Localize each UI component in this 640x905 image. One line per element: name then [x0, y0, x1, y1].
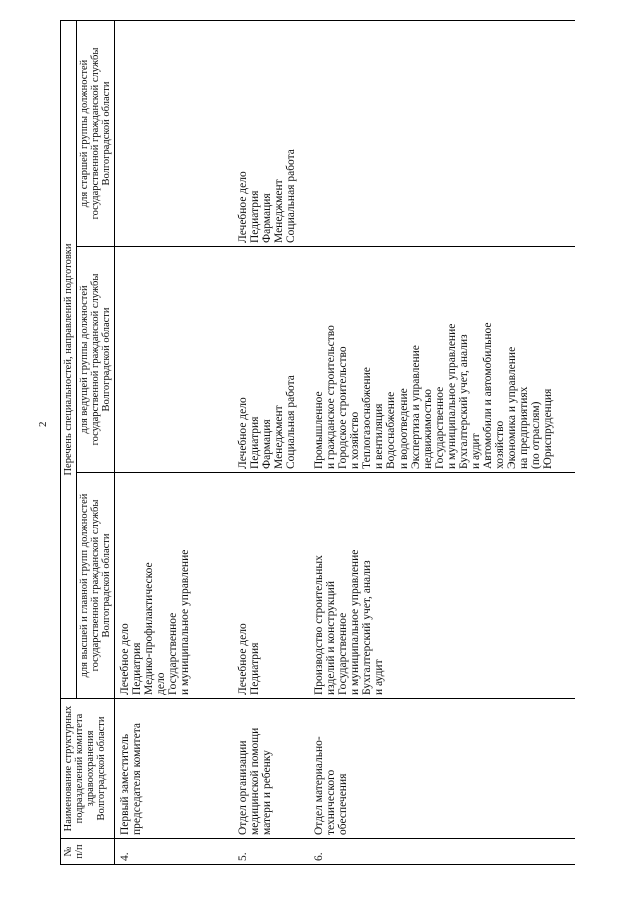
header-name: Наименование структурных подразделений комитета здравоохранения Волгоградской области: [61, 699, 115, 839]
cell-line: Лечебное дело: [237, 623, 250, 695]
row-number: 4.: [115, 839, 234, 865]
cell-line: Первый заместитель: [119, 733, 132, 835]
cell-line: Юриспруденция: [542, 388, 555, 469]
cell-line: Отдел организации: [237, 740, 250, 835]
specialties-leading: [115, 247, 234, 473]
specialties-senior: [309, 21, 575, 247]
cell-line: Государственное: [337, 612, 350, 695]
cell-line: Производство строительных: [313, 555, 326, 695]
cell-line: Автомобили и автомобильное: [481, 322, 494, 469]
cell-line: Педиатрия: [131, 642, 144, 695]
cell-line: Лечебное дело: [237, 397, 250, 469]
cell-line: Менеджмент: [273, 405, 286, 469]
header-leading: для ведущей группы должностей государственной гражданской службы Волгоградской области: [77, 247, 115, 473]
cell-line: и муниципальное управление: [445, 323, 458, 469]
header-senior: для старшей группы должностей государственной гражданской службы Волгоградской области: [77, 21, 115, 247]
cell-line: Водоснабжение: [385, 391, 398, 469]
cell-line: Государственное: [167, 612, 180, 695]
specialties-senior: [115, 21, 234, 247]
cell-line: Педиатрия: [249, 190, 262, 243]
header-num: № п/п: [61, 839, 115, 865]
specialties-highest: [115, 473, 234, 699]
cell-line: (по отраслям): [530, 401, 543, 469]
cell-line: и хозяйство: [349, 411, 362, 469]
cell-line: обеспечения: [337, 773, 350, 835]
cell-line: медицинской помощи: [249, 727, 262, 835]
specialties-table: [60, 20, 575, 865]
cell-line: Государственное: [433, 386, 446, 469]
cell-line: Экономика и управление: [506, 346, 519, 469]
cell-line: Менеджмент: [273, 179, 286, 243]
cell-line: Теплогазоснабжение: [361, 367, 374, 469]
cell-line: Бухгалтерский учет, анализ: [457, 334, 470, 469]
cell-line: на предприятиях: [518, 386, 531, 469]
cell-line: и муниципальное управление: [179, 549, 192, 695]
specialties-senior: [233, 21, 309, 247]
cell-line: Медико-профилактическое: [143, 562, 156, 695]
specialties-highest: [233, 473, 309, 699]
cell-line: хозяйство: [494, 420, 506, 469]
cell-line: матери и ребенку: [261, 750, 274, 835]
specialties-leading: [309, 247, 575, 473]
table-body: [115, 21, 576, 865]
cell-line: недвижимостью: [421, 389, 434, 469]
cell-line: и гражданское строительство: [325, 325, 338, 469]
specialties-leading: [233, 247, 309, 473]
cell-line: и водоотведение: [397, 388, 410, 469]
cell-line: и аудит: [469, 433, 482, 469]
row-number: 6.: [309, 839, 575, 865]
cell-line: Лечебное дело: [119, 623, 132, 695]
header-highest: для высшей и главной групп должностей государственной гражданской службы Волгоградской области: [77, 473, 115, 699]
cell-line: Педиатрия: [249, 642, 262, 695]
unit-name: [233, 699, 309, 839]
rotated-page: [60, 20, 580, 865]
cell-line: Отдел материально-: [313, 736, 326, 835]
specialties-highest: [309, 473, 575, 699]
cell-line: и муниципальное управление: [349, 549, 362, 695]
table-row: [233, 21, 309, 865]
cell-line: Лечебное дело: [237, 171, 250, 243]
cell-line: дело: [155, 672, 168, 695]
cell-line: Промышленное: [313, 391, 326, 469]
cell-line: председателя комитета: [131, 723, 144, 835]
cell-line: Социальная работа: [285, 149, 298, 243]
table-row: [309, 21, 575, 865]
cell-line: технического: [325, 769, 338, 835]
cell-line: изделий и конструкций: [325, 581, 338, 695]
cell-line: Фармация: [261, 193, 274, 243]
row-number: 5.: [233, 839, 309, 865]
cell-line: Экспертиза и управление: [409, 345, 422, 469]
cell-line: и вентиляция: [373, 403, 386, 469]
header-group: Перечень специальностей, направлений подготовки: [61, 21, 77, 699]
table-row: [115, 21, 234, 865]
unit-name: [115, 699, 234, 839]
cell-line: и аудит: [373, 659, 386, 695]
cell-line: Городское строительство: [337, 346, 350, 469]
cell-line: Социальная работа: [285, 375, 298, 469]
unit-name: [309, 699, 575, 839]
cell-line: Фармация: [261, 419, 274, 469]
page-number: 2: [37, 421, 49, 427]
cell-line: Педиатрия: [249, 416, 262, 469]
cell-line: Бухгалтерский учет, анализ: [361, 560, 374, 695]
